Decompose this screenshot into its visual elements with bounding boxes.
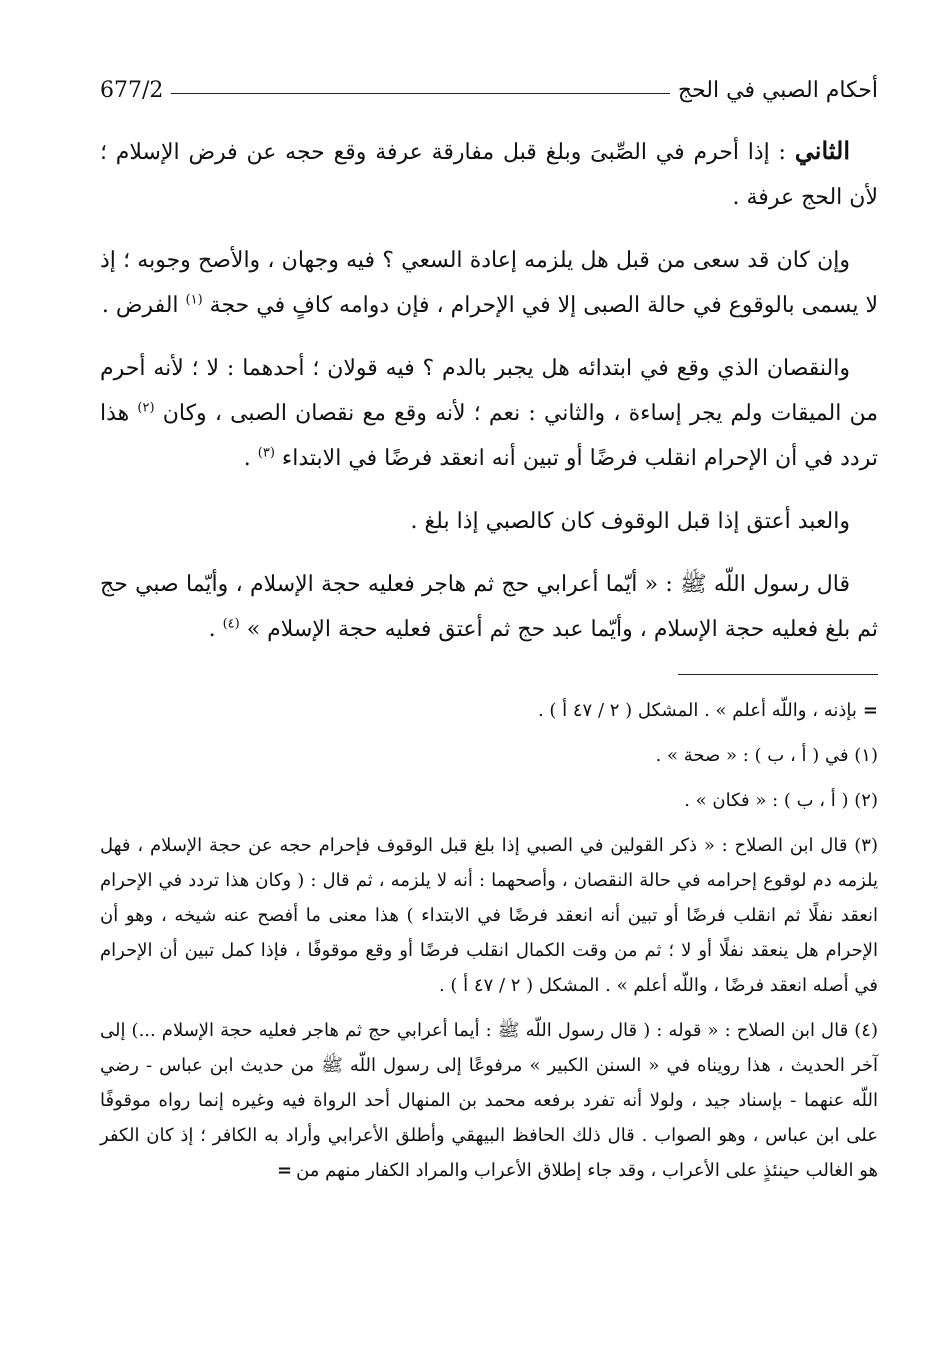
header-rule (171, 93, 669, 94)
paragraph-1-text: : إذا أحرم في الصِّبىَ وبلغ قبل مفارقة عرفة وقع حجه عن فرض الإسلام ؛ لأن الحج عرفة . (100, 140, 878, 210)
footnote-1: (١) في ( أ ، ب ) : « صحة » . (655, 745, 878, 766)
footnote-ref-4: (٤) (222, 616, 240, 632)
paragraph-1 (100, 128, 878, 220)
paragraph-3 (100, 346, 878, 481)
header-title: أحكام الصبي في الحج (677, 77, 878, 103)
paragraph-3-text-b: هذا تردد في أن الإحرام انقلب فرضًا أو تبين أنه انعقد فرضًا في الابتداء (100, 401, 878, 471)
paragraph-2 (100, 238, 878, 328)
paragraph-5-text-b: . (208, 617, 223, 642)
paragraph-2-text-a: وإن كان قد سعى من قبل هل يلزمه إعادة السعي ؟ فيه وجهان ، والأصح وجوبه ؛ إذ لا يسمى بالوقوع في حالة الصبى إلا في الإحرام ، فإن دوامه كافٍ في حجة (100, 248, 878, 318)
paragraph-3-text-c: . (243, 446, 258, 471)
continuation-mark: = (862, 700, 878, 721)
lead-word: الثاني (794, 136, 850, 165)
footnote-3: (٣) قال ابن الصلاح : « ذكر القولين في الصبي إذا بلغ قبل الوقوف فإحرام حجه عن حجة الإسلام ، فهل يلزمه دم لوقوع إحرامه في حالة النقصان ، وأصحهما : أنه لا يلزمه ، ثم قال : ( وكان هذا تردد في الإحرام انعقد نفلًا ثم انقلب فرضًا أو تبين أنه انعقد فرضًا في الابتداء ) هذا معنى ما أفصح عنه شيخه ، وهو أن الإحرام هل ينعقد نفلًا أو لا ؛ ثم من وقت الكمال انقلب فرضًا أو وقع موقوفًا ، فإذا كمل تبين أن الإحرام في أصله انعقد فرضًا ، واللّه أعلم » . المشكل ( ٢ / ٤٧ أ ) . (100, 835, 878, 996)
footnote-separator (678, 674, 878, 675)
continuation-end-mark: = (276, 1160, 293, 1181)
paragraph-5-text-a: قال رسول اللّه ﷺ : « أيّما أعرابي حج ثم هاجر فعليه حجة الإسلام ، وأيّما صبي حج ثم بلغ فعليه حجة الإسلام ، وأيّما عبد حج ثم أعتق فعليه حجة الإسلام » (100, 572, 878, 642)
footnote-ref-1: (١) (185, 292, 203, 308)
footnote-2: (٢) ( أ ، ب ) : « فكان » . (684, 790, 878, 811)
footnotes (100, 693, 878, 1188)
footnote-continuation-text: بإذنه ، واللّه أعلم » . المشكل ( ٢ / ٤٧ أ ) . (537, 700, 857, 721)
book-page (100, 70, 878, 1300)
page-number: 677/2 (100, 77, 164, 103)
running-header (100, 70, 878, 110)
paragraph-2-text-b: الفرض . (101, 293, 186, 318)
main-text (100, 128, 878, 652)
footnote-4-text: (٤) قال ابن الصلاح : « قوله : ( قال رسول اللّه ﷺ : أيما أعرابي حج ثم هاجر فعليه حجة الإسلام ...) إلى آخر الحديث ، هذا رويناه في « السنن الكبير » مرفوعًا إلى رسول اللّه ﷺ من حديث ابن عباس - رضي اللّه عنهما - بإسناد جيد ، ولولا أنه تفرد برفعه محمد بن المنهال أحد الرواة فيه وغيره إنما رواه موقوفًا على ابن عباس ، وهو الصواب . قال ذلك الحافظ البيهقي وأطلق الأعرابي وأراد به الكافر ؛ إذ كان الكفر هو الغالب حينئذٍ على الأعراب ، وقد جاء إطلاق الأعراب والمراد الكفار منهم من (100, 1020, 878, 1181)
paragraph-3-text-a: والنقصان الذي وقع في ابتدائه هل يجبر بالدم ؟ فيه قولان ؛ أحدهما : لا ؛ لأنه أحرم من الميقات ولم يجر إساءة ، والثاني : نعم ؛ لأنه وقع مع نقصان الصبى ، وكان (100, 356, 878, 426)
footnote-ref-3: (٣) (257, 445, 275, 461)
footnote-continuation (100, 693, 878, 728)
paragraph-4: والعبد أعتق إذا قبل الوقوف كان كالصبي إذا بلغ . (410, 509, 850, 534)
paragraph-5 (100, 562, 878, 652)
footnote-ref-2: (٢) (137, 400, 155, 416)
footnote-4 (100, 1013, 878, 1188)
